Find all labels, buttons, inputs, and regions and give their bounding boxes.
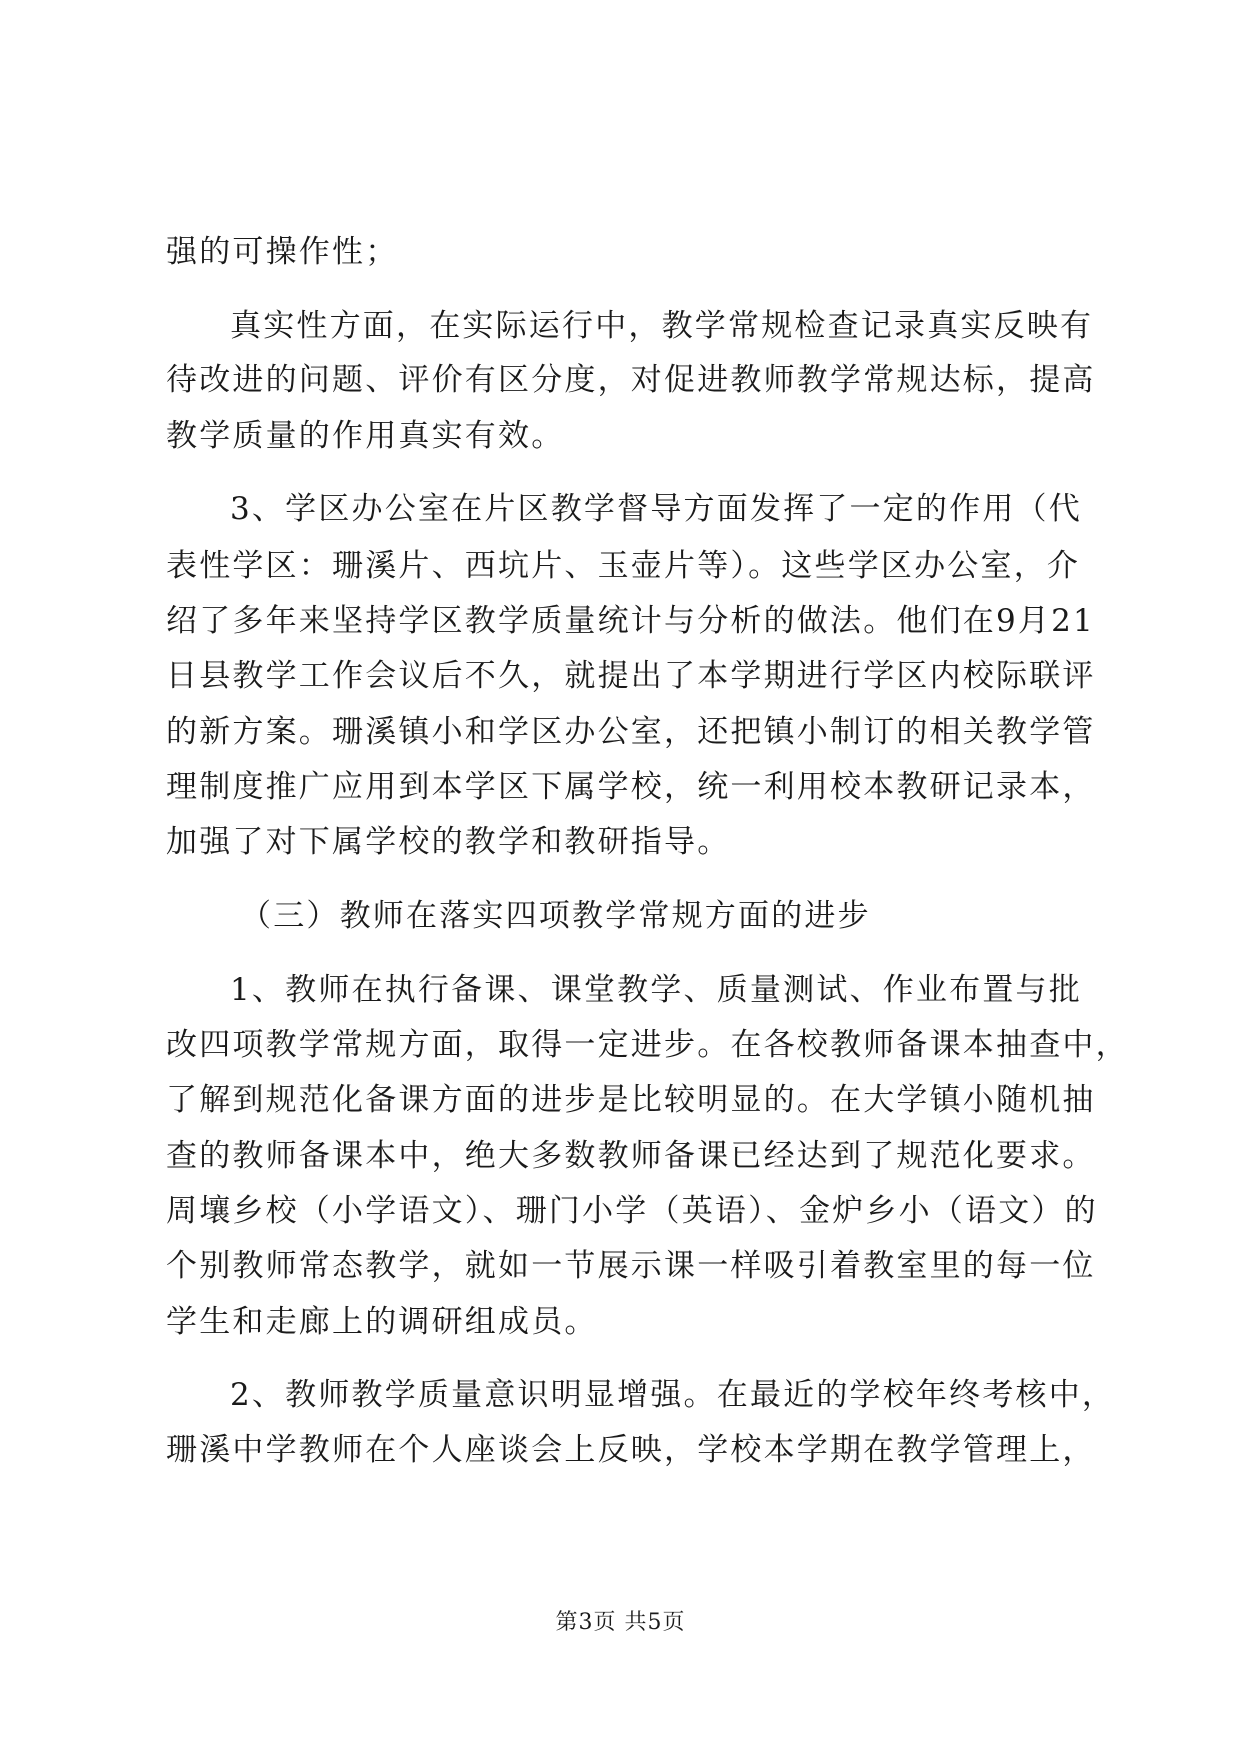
- text-line: 学生和走廊上的调研组成员。: [166, 1304, 598, 1340]
- text-line: 改四项教学常规方面，取得一定进步。在各校教师备课本抽查中，: [166, 1027, 1129, 1063]
- section-heading: （三）教师在落实四项教学常规方面的进步: [240, 898, 871, 934]
- text-line: 珊溪中学教师在个人座谈会上反映，学校本学期在教学管理上，: [166, 1432, 1096, 1468]
- text-line: 1、教师在执行备课、课堂教学、质量测试、作业布置与批: [230, 972, 1082, 1008]
- text-line: 个别教师常态教学，就如一节展示课一样吸引着教室里的每一位: [166, 1248, 1096, 1284]
- text-line: 强的可操作性；: [166, 234, 399, 270]
- text-line: 周壤乡校（小学语文）、珊门小学（英语）、金炉乡小（语文）的: [166, 1193, 1098, 1229]
- page-number-footer: 第3页 共5页: [555, 1610, 686, 1635]
- text-line: 教学质量的作用真实有效。: [166, 418, 565, 454]
- text-line: 表性学区：珊溪片、西坑片、玉壶片等）。这些学区办公室，介: [166, 548, 1081, 584]
- text-line: 加强了对下属学校的教学和教研指导。: [166, 824, 731, 860]
- text-line: 3、学区办公室在片区教学督导方面发挥了一定的作用（代: [230, 491, 1082, 527]
- text-line: 真实性方面，在实际运行中，教学常规检查记录真实反映有: [230, 308, 1094, 344]
- text-line: 理制度推广应用到本学区下属学校，统一利用校本教研记录本，: [166, 769, 1096, 805]
- text-line: 查的教师备课本中，绝大多数教师备课已经达到了规范化要求。: [166, 1138, 1096, 1174]
- text-line: 的新方案。珊溪镇小和学区办公室，还把镇小制订的相关教学管: [166, 714, 1096, 750]
- text-line: 2、教师教学质量意识明显增强。在最近的学校年终考核中，: [230, 1377, 1116, 1413]
- text-line: 待改进的问题、评价有区分度，对促进教师教学常规达标，提高: [166, 362, 1096, 398]
- text-line: 绍了多年来坚持学区教学质量统计与分析的做法。他们在9月21: [166, 603, 1095, 639]
- text-line: 了解到规范化备课方面的进步是比较明显的。在大学镇小随机抽: [166, 1082, 1096, 1118]
- text-line: 日县教学工作会议后不久，就提出了本学期进行学区内校际联评: [166, 658, 1096, 694]
